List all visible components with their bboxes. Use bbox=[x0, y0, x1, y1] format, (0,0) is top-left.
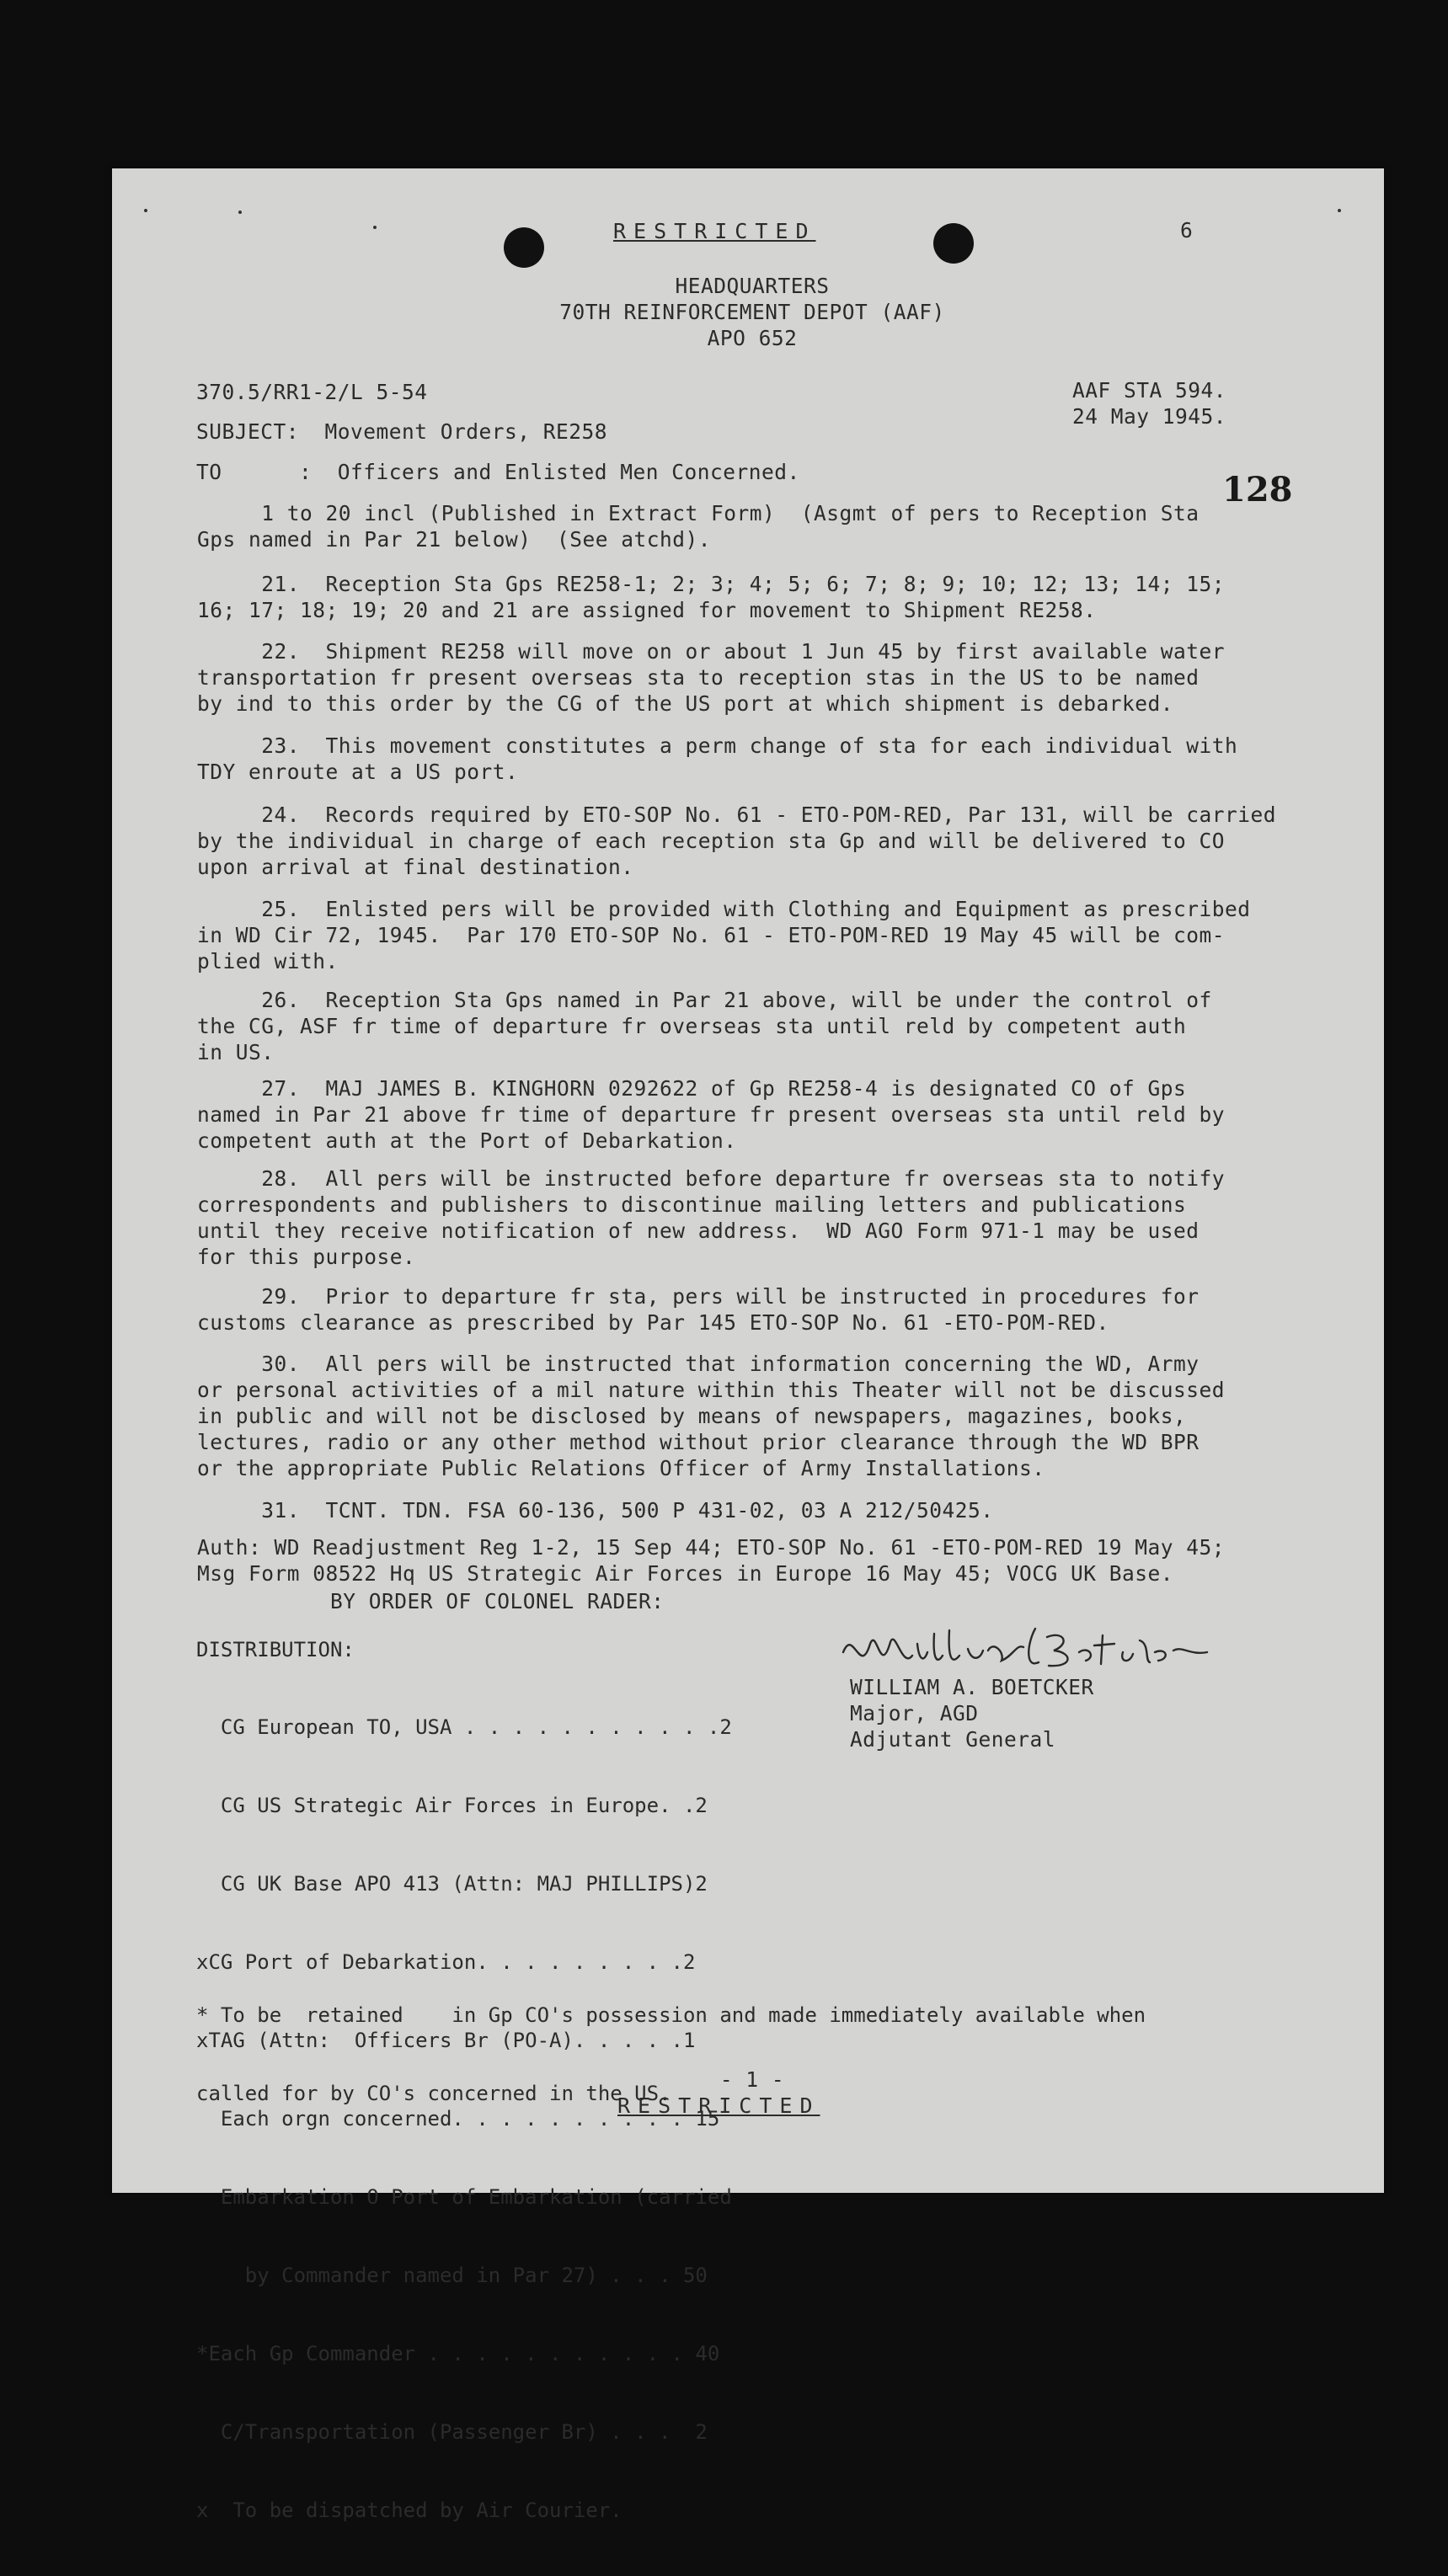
distribution-item: CG US Strategic Air Forces in Europe. .2 bbox=[196, 1794, 708, 1817]
file-reference: 370.5/RR1-2/L 5-54 bbox=[196, 380, 428, 404]
para-line: named in Par 21 above fr time of departure fr present overseas sta until reld by bbox=[197, 1102, 1226, 1127]
document-page bbox=[112, 168, 1384, 2522]
para-line: in WD Cir 72, 1945. Par 170 ETO-SOP No. 61 - ETO-POM-RED 19 May 45 will be com- bbox=[197, 923, 1226, 947]
distribution-item: xTAG (Attn: Officers Br (PO-A). . . . .1 bbox=[196, 2029, 696, 2052]
para-line: or the appropriate Public Relations Officer of Army Installations. bbox=[197, 1456, 1045, 1480]
to-line: TO : Officers and Enlisted Men Concerned. bbox=[196, 460, 800, 484]
distribution-item: CG UK Base APO 413 (Attn: MAJ PHILLIPS)2 bbox=[196, 1872, 708, 1896]
binder-hole-right bbox=[933, 223, 974, 264]
speck bbox=[373, 226, 377, 229]
header-line-2: 70TH REINFORCEMENT DEPOT (AAF) bbox=[559, 300, 945, 324]
para-line: in US. bbox=[197, 1040, 275, 1064]
signature-block bbox=[836, 1619, 1224, 1752]
para-29 bbox=[197, 1283, 1317, 1336]
para-line: 29. Prior to departure fr sta, pers will be instructed in procedures for bbox=[197, 1284, 1200, 1309]
footnote-line: called for by CO's concerned in the US. bbox=[196, 2082, 671, 2105]
para-line: 31. TCNT. TDN. FSA 60-136, 500 P 431-02, 03 A 212/50425. bbox=[197, 1498, 994, 1523]
para-line: 23. This movement constitutes a perm change of sta for each individual with bbox=[197, 733, 1238, 758]
para-21 bbox=[197, 571, 1317, 623]
para-line: 26. Reception Sta Gps named in Par 21 above, will be under the control of bbox=[197, 988, 1212, 1012]
para-line: in public and will not be disclosed by means of newspapers, magazines, books, bbox=[197, 1404, 1187, 1428]
distribution-item: CG European TO, USA . . . . . . . . . . .2 bbox=[196, 1715, 732, 1739]
para-line: 24. Records required by ETO-SOP No. 61 - ETO-POM-RED, Par 131, will be carried bbox=[197, 803, 1277, 827]
para-line: until they receive notification of new address. WD AGO Form 971-1 may be used bbox=[197, 1219, 1200, 1243]
para-line: 21. Reception Sta Gps RE258-1; 2; 3; 4; 5; 6; 7; 8; 9; 10; 12; 13; 14; 15; bbox=[197, 572, 1226, 596]
para-line: plied with. bbox=[197, 949, 339, 973]
para-line: or personal activities of a mil nature within this Theater will not be discussed bbox=[197, 1378, 1226, 1402]
header-line-3: APO 652 bbox=[707, 326, 798, 350]
distribution-item: x To be dispatched by Air Courier. bbox=[196, 2499, 622, 2522]
speck bbox=[238, 211, 242, 214]
para-line: 22. Shipment RE258 will move on or about 1 Jun 45 by first available water bbox=[197, 639, 1226, 664]
para-25 bbox=[197, 896, 1317, 974]
para-line: Gps named in Par 21 below) (See atchd). bbox=[197, 527, 712, 552]
distribution-item: Embarkation O Port of Embarkation (carried bbox=[196, 2185, 732, 2209]
para-line: 1 to 20 incl (Published in Extract Form) (Asgmt of pers to Reception Sta bbox=[197, 501, 1200, 525]
para-line: by the individual in charge of each reception sta Gp and will be delivered to CO bbox=[197, 829, 1226, 853]
para-line: competent auth at the Port of Debarkation. bbox=[197, 1128, 737, 1153]
para-line: transportation fr present overseas sta to reception stas in the US to be named bbox=[197, 665, 1200, 690]
speck bbox=[144, 209, 147, 212]
para-line: TDY enroute at a US port. bbox=[197, 760, 519, 784]
distribution-title: DISTRIBUTION: bbox=[196, 1638, 355, 1661]
distribution-item: Each orgn concerned. . . . . . . . . . 15 bbox=[196, 2107, 720, 2131]
header-line-1: HEADQUARTERS bbox=[675, 274, 830, 298]
station: AAF STA 594. bbox=[1072, 378, 1227, 403]
speck bbox=[1338, 209, 1341, 212]
order-date: 24 May 1945. bbox=[1072, 404, 1227, 429]
para-line: Auth: WD Readjustment Reg 1-2, 15 Sep 44; ETO-SOP No. 61 -ETO-POM-RED 19 May 45; bbox=[197, 1535, 1226, 1560]
para-line: lectures, radio or any other method without prior clearance through the WD BPR bbox=[197, 1430, 1200, 1454]
para-line: 25. Enlisted pers will be provided with Clothing and Equipment as prescribed bbox=[197, 897, 1251, 921]
para-line: by ind to this order by the CG of the US port at which shipment is debarked. bbox=[197, 691, 1174, 716]
distribution-footnote bbox=[196, 1950, 1146, 2159]
para-1-20 bbox=[197, 500, 1317, 552]
para-22 bbox=[197, 638, 1317, 717]
para-line: the CG, ASF fr time of departure fr overseas sta until reld by competent auth bbox=[197, 1014, 1187, 1038]
subject-line: SUBJECT: Movement Orders, RE258 bbox=[196, 419, 608, 444]
para-line: upon arrival at final destination. bbox=[197, 855, 634, 879]
stamp-number: 128 bbox=[1222, 470, 1293, 509]
para-line: customs clearance as prescribed by Par 145 ETO-SOP No. 61 -ETO-POM-RED. bbox=[197, 1310, 1109, 1335]
para-27 bbox=[197, 1075, 1317, 1154]
para-line: 27. MAJ JAMES B. KINGHORN 0292622 of Gp RE258-4 is designated CO of Gps bbox=[197, 1076, 1187, 1101]
signer-name: WILLIAM A. BOETCKER bbox=[850, 1675, 1094, 1699]
footnote-line: * To be retained in Gp CO's possession and made immediately available when bbox=[196, 2003, 1146, 2027]
para-line: 30. All pers will be instructed that information concerning the WD, Army bbox=[197, 1352, 1200, 1376]
distribution-item: C/Transportation (Passenger Br) . . . 2 bbox=[196, 2420, 708, 2444]
authority bbox=[197, 1534, 1317, 1587]
para-26 bbox=[197, 987, 1317, 1065]
by-order: BY ORDER OF COLONEL RADER: bbox=[330, 1589, 665, 1613]
distribution-item: xCG Port of Debarkation. . . . . . . . .2 bbox=[196, 1950, 696, 1974]
distribution-item: *Each Gp Commander . . . . . . . . . . . 40 bbox=[196, 2342, 720, 2365]
classification-top: RESTRICTED bbox=[613, 219, 816, 243]
para-line: 16; 17; 18; 19; 20 and 21 are assigned for movement to Shipment RE258. bbox=[197, 598, 1097, 622]
distribution-item: by Commander named in Par 27) . . . 50 bbox=[196, 2264, 708, 2287]
para-30 bbox=[197, 1351, 1317, 1481]
para-24 bbox=[197, 802, 1317, 880]
signer-title: Adjutant General bbox=[850, 1727, 1056, 1752]
classification-bottom: RESTRICTED bbox=[617, 2093, 820, 2118]
para-line: 28. All pers will be instructed before departure fr overseas sta to notify bbox=[197, 1166, 1226, 1191]
para-23 bbox=[197, 733, 1317, 785]
page-number: 6 bbox=[1180, 218, 1194, 243]
binder-hole-left bbox=[504, 227, 544, 268]
para-line: Msg Form 08522 Hq US Strategic Air Forces in Europe 16 May 45; VOCG UK Base. bbox=[197, 1561, 1174, 1586]
para-line: for this purpose. bbox=[197, 1245, 416, 1269]
para-31 bbox=[197, 1497, 1317, 1523]
para-28 bbox=[197, 1165, 1317, 1270]
footer-page-number: - 1 - bbox=[719, 2067, 785, 2092]
signer-rank: Major, AGD bbox=[850, 1701, 979, 1725]
para-line: correspondents and publishers to discontinue mailing letters and publications bbox=[197, 1192, 1187, 1217]
